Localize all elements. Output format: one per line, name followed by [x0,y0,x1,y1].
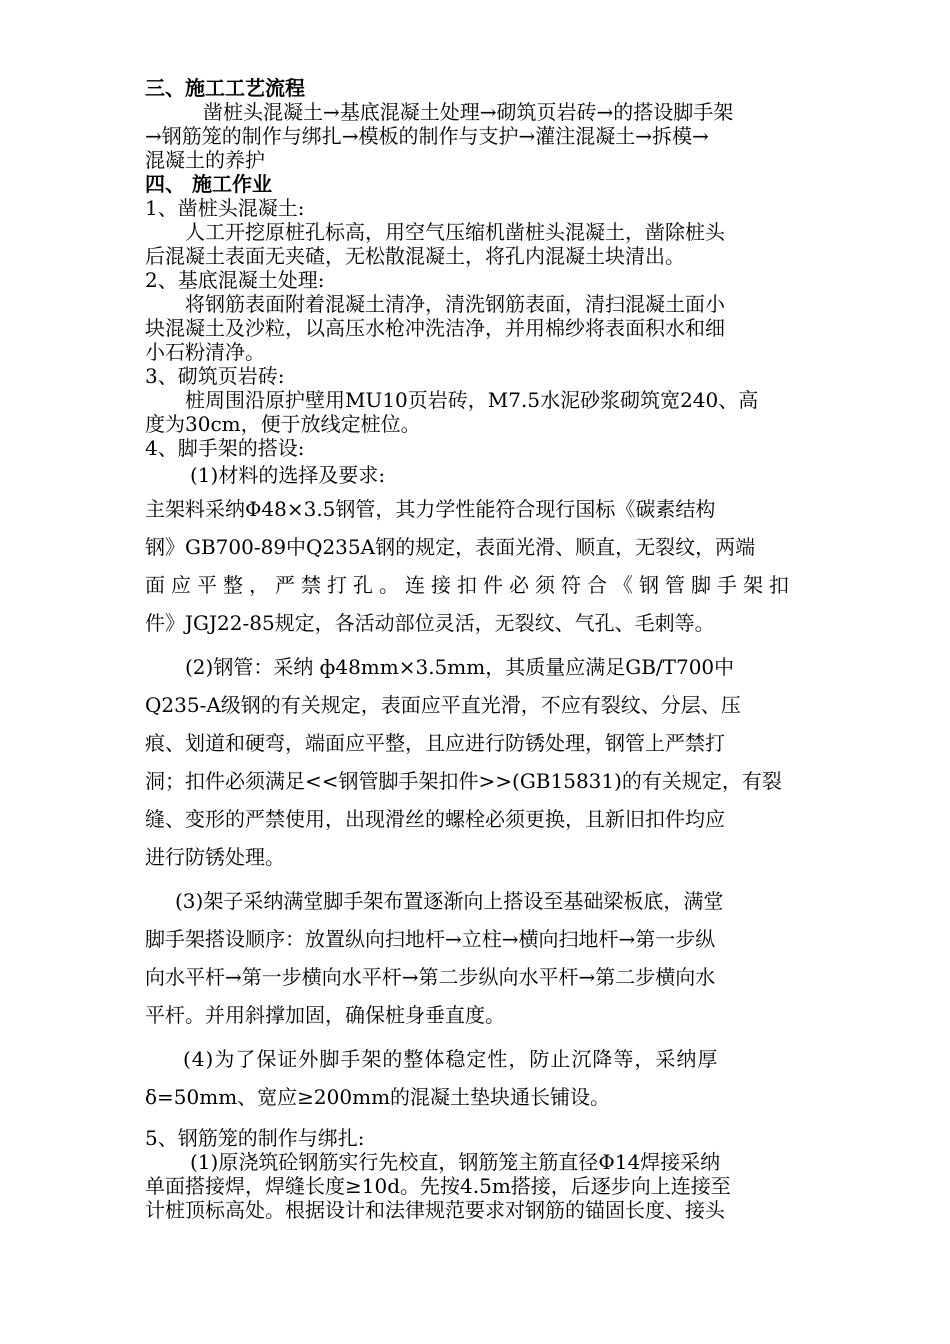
item-4-sub2-line-3: 痕、划道和硬弯，端面应平整，且应进行防锈处理，钢管上严禁打 [145,731,725,755]
item-5-line-3: 计桩顶标高处。根据设计和法律规范要求对钢筋的锚固长度、接头 [145,1198,725,1222]
item-4-sub1-line-4: 件》JGJ22-85规定，各活动部位灵活，无裂纹、气孔、毛刺等。 [145,611,715,635]
item-3-line-2: 度为30cm，便于放线定桩位。 [145,412,421,436]
item-4-sub2-line-1: (2)钢管：采纳 ф48mm×3.5mm，其质量应满足GB/T700中 [185,655,735,679]
item-1-title: 1、凿桩头混凝土: [145,196,305,220]
item-4-sub3-line-1: (3)架子采纳满堂脚手架布置逐渐向上搭设至基础梁板底，满堂 [175,889,724,913]
item-4-sub2-line-2: Q235-A级钢的有关规定，表面应平直光滑，不应有裂纹、分层、压 [145,693,741,717]
item-4-sub4-line-1: (4)为了保证外脚手架的整体稳定性，防止沉降等，采纳厚 [183,1047,719,1071]
item-1-line-1: 人工开挖原桩孔标高，用空气压缩机凿桩头混凝土，凿除桩头 [185,220,725,244]
item-3-line-1: 桩周围沿原护壁用MU10页岩砖，M7.5水泥砂浆砌筑宽240、高 [185,388,759,412]
item-4-sub4-line-2: δ=50mm、宽应≥200mm的混凝土垫块通长铺设。 [145,1085,611,1109]
item-4-sub1-title: (1)材料的选择及要求: [190,463,386,487]
item-4-sub2-line-6: 进行防锈处理。 [145,845,285,869]
item-2-line-1: 将钢筋表面附着混凝土清净，清洗钢筋表面，清扫混凝土面小 [185,292,725,316]
item-5-title: 5、钢筋笼的制作与绑扎: [145,1126,365,1150]
item-4-sub2-line-5: 缝、变形的严禁使用，出现滑丝的螺栓必须更换，且新旧扣件均应 [145,807,725,831]
item-1-line-2: 后混凝土表面无夹碴，无松散混凝土，将孔内混凝土块清出。 [145,244,685,268]
item-5-line-1: (1)原浇筑砼钢筋实行先校直，钢筋笼主筋直径Φ14焊接采纳 [190,1150,721,1174]
flow-line-3: 混凝土的养护 [145,148,265,172]
item-4-sub3-line-4: 平杆。并用斜撑加固，确保桩身垂直度。 [145,1003,505,1027]
flow-line-2: →钢筋笼的制作与绑扎→模板的制作与支护→灌注混凝土→拆模→ [145,124,709,148]
document-page [145,76,805,1222]
item-4-sub1-line-2: 钢》GB700-89中Q235A钢的规定，表面光滑、顺直，无裂纹，两端 [145,535,756,559]
section-heading-3: 三、施工工艺流程 [145,76,305,100]
section-heading-4: 四、 施工作业 [145,172,272,196]
item-2-line-2: 块混凝土及沙粒，以高压水枪冲洗洁净，并用棉纱将表面积水和细 [145,316,725,340]
item-4-sub2-line-4: 洞；扣件必须满足<<钢管脚手架扣件>>(GB15831)的有关规定，有裂 [145,769,782,793]
item-2-title: 2、基底混凝土处理: [145,268,325,292]
item-5-line-2: 单面搭接焊，焊缝长度≥10d。先按4.5m搭接，后逐步向上连接至 [145,1174,731,1198]
item-4-sub3-line-3: 向水平杆→第一步横向水平杆→第二步纵向水平杆→第二步横向水 [145,965,716,989]
item-4-title: 4、脚手架的搭设: [145,436,305,460]
item-4-sub3-line-2: 脚手架搭设顺序：放置纵向扫地杆→立柱→横向扫地杆→第一步纵 [145,927,716,951]
item-4-sub1-line-3: 面应平整，严禁打孔。连接扣件必须符合《钢管脚手架扣 [145,573,795,597]
item-2-line-3: 小石粉清净。 [145,340,265,364]
item-4-sub1-line-1: 主架料采纳Φ48×3.5钢管，其力学性能符合现行国标《碳素结构 [145,497,716,521]
item-3-title: 3、砌筑页岩砖: [145,364,285,388]
flow-line-1: 凿桩头混凝土→基底混凝土处理→砌筑页岩砖→的搭设脚手架 [203,100,734,124]
